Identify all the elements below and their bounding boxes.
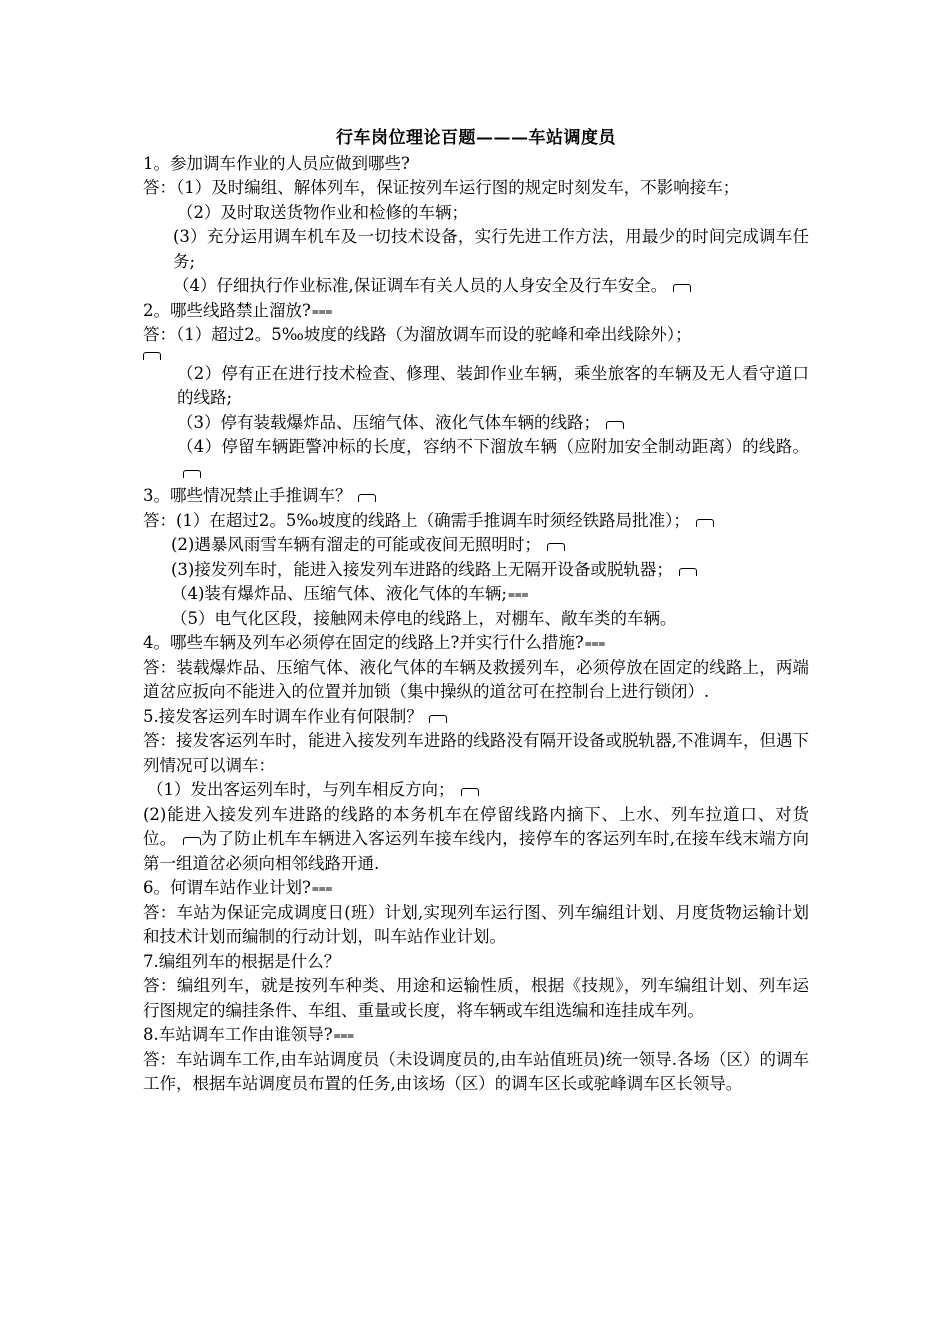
paragraph-line xyxy=(143,201,809,226)
paragraph-line xyxy=(143,901,809,950)
paragraph-mark-icon xyxy=(461,788,479,796)
paragraph-mark-icon xyxy=(696,519,714,527)
paragraph-line xyxy=(143,705,809,730)
paragraph-mark-icon xyxy=(429,715,447,723)
paragraph-text: 答：接发客运列车时，能进入接发列车进路的线路没有隔开设备或脱轨器,不准调车，但遇下列情况可以调车： xyxy=(143,731,809,775)
paragraph-line xyxy=(143,533,809,558)
paragraph-mark-icon xyxy=(679,568,697,576)
paragraph-line xyxy=(143,1023,809,1048)
paragraph-line xyxy=(143,484,809,509)
paragraph-line xyxy=(143,778,809,803)
paragraph-text: (3)接发列车时，能进入接发列车进路的线路上无隔开设备或脱轨器； xyxy=(171,559,673,579)
paragraph-line xyxy=(143,729,809,778)
paragraph-line xyxy=(143,876,809,901)
document-title: 行车岗位理论百题———车站调度员 xyxy=(336,128,616,148)
paragraph-mark-icon xyxy=(606,421,624,429)
paragraph-mark-icon xyxy=(358,494,376,502)
paragraph-line xyxy=(143,152,809,177)
paragraph-text: （4)装有爆炸品、压缩气体、液化气体的车辆; xyxy=(171,584,507,603)
paragraph-mark-icon: ⩶ xyxy=(584,636,606,650)
paragraph-text: 4。哪些车辆及列车必须停在固定的线路上?并实行什么措施? xyxy=(143,633,584,652)
paragraph-text: 答：编组列车，就是按列车种类、用途和运输性质，根据《技规》，列车编组计划、列车运行图规定的编挂条件、车组、重量或长度，将车辆或车组选编和连挂成车列。 xyxy=(143,976,809,1020)
paragraph-line xyxy=(143,176,809,201)
paragraph-text: (2)能进入接发列车进路的线路的本务机车在停留线路内摘下、上水、列车拉道口、对货位。 xyxy=(143,804,809,848)
paragraph-mark-icon: ⩶ xyxy=(333,1028,355,1042)
paragraph-mark-icon: ⩶ xyxy=(311,881,333,895)
paragraph-text: 7.编组列车的根据是什么？ xyxy=(143,951,341,971)
paragraph-mark-icon xyxy=(183,470,201,478)
paragraph-line xyxy=(143,299,809,324)
paragraph-line xyxy=(143,274,809,299)
paragraph-text-continued: 为了防止机车车辆进入客运列车接车线内，接停车的客运列车时,在接车线末端方向第一组道岔必须向相邻线路开通. xyxy=(143,829,809,873)
paragraph-text: （5）电气化区段，接触网未停电的线路上，对棚车、敞车类的车辆。 xyxy=(171,608,677,628)
paragraph-text: 8.车站调车工作由谁领导? xyxy=(143,1025,333,1044)
document-page xyxy=(143,126,809,1097)
paragraph-text: 答：（1）超过2。5‰坡度的线路（为溜放调车而设的驼峰和牵出线除外）； xyxy=(143,325,692,344)
paragraph-line xyxy=(143,1048,809,1097)
paragraph-mark-icon xyxy=(673,284,691,292)
paragraph-text: （4）停留车辆距警冲标的长度，容纳不下溜放车辆（应附加安全制动距离）的线路。 xyxy=(177,437,809,456)
paragraph-line xyxy=(143,558,809,583)
paragraph-text: 3。哪些情况禁止手推调车？ xyxy=(143,486,352,505)
paragraph-text: （2）及时取送货物作业和检修的车辆； xyxy=(177,202,468,222)
paragraph-text: （4）仔细执行作业标准,保证调车有关人员的人身安全及行车安全。 xyxy=(173,276,668,295)
paragraph-line xyxy=(143,950,809,975)
paragraph-line xyxy=(143,803,809,877)
paragraph-text: 答：(1）在超过2。5‰坡度的线路上（确需手推调车时须经铁路局批准）； xyxy=(143,510,690,530)
paragraph-mark-icon: ⩶ xyxy=(508,587,529,601)
document-body xyxy=(143,152,809,1097)
paragraph-mark-icon: ⩶ xyxy=(311,303,333,318)
paragraph-line xyxy=(143,323,809,360)
paragraph-text: （3）停有装载爆炸品、压缩气体、液化气体车辆的线路； xyxy=(177,412,600,432)
paragraph-text: 6。何谓车站作业计划? xyxy=(143,878,311,897)
paragraph-line xyxy=(143,582,809,607)
paragraph-line xyxy=(143,656,809,705)
paragraph-text: （2）停有正在进行技术检查、修理、装卸作业车辆，乘坐旅客的车辆及无人看守道口的线路; xyxy=(177,363,809,407)
paragraph-text: 答：车站调车工作,由车站调度员（未设调度员的,由车站值班员)统一领导.各场（区）的调车工作，根据车站调度员布置的任务,由该场（区）的调车区长或驼峰调车区长领导。 xyxy=(143,1049,809,1093)
paragraph-mark-icon xyxy=(143,352,161,360)
paragraph-line xyxy=(143,631,809,656)
paragraph-text: 答：装载爆炸品、压缩气体、液化气体的车辆及救援列车，必须停放在固定的线路上，两端道岔应扳向不能进入的位置并加锁（集中操纵的道岔可在控制台上进行锁闭）. xyxy=(143,657,809,701)
paragraph-text: （1）发出客运列车时，与列车相反方向； xyxy=(147,780,455,799)
paragraph-line xyxy=(143,362,809,411)
paragraph-text: 2。哪些线路禁止溜放? xyxy=(143,300,311,320)
paragraph-mark-icon xyxy=(547,543,565,551)
paragraph-line xyxy=(143,411,809,436)
paragraph-text: 答：（1）及时编组、解体列车，保证按列车运行图的规定时刻发车，不影响接车； xyxy=(143,178,740,197)
paragraph-line xyxy=(143,435,809,484)
paragraph-line xyxy=(143,974,809,1023)
paragraph-line xyxy=(143,225,809,274)
paragraph-mark-icon xyxy=(183,837,201,845)
paragraph-text: 5.接发客运列车时调车作业有何限制？ xyxy=(143,706,423,726)
paragraph-line xyxy=(143,509,809,534)
paragraph-text: 1。参加调车作业的人员应做到哪些? xyxy=(143,153,410,173)
paragraph-text: (2)遇暴风雨雪车辆有溜走的可能或夜间无照明时； xyxy=(171,535,541,554)
paragraph-text: 答：车站为保证完成调度日(班）计划,实现列车运行图、列车编组计划、月度货物运输计划和技术计划而编制的行动计划，叫车站作业计划。 xyxy=(143,902,809,946)
paragraph-line xyxy=(143,607,809,632)
paragraph-text: (3）充分运用调车机车及一切技术设备，实行先进工作方法，用最少的时间完成调车任务; xyxy=(173,227,809,271)
